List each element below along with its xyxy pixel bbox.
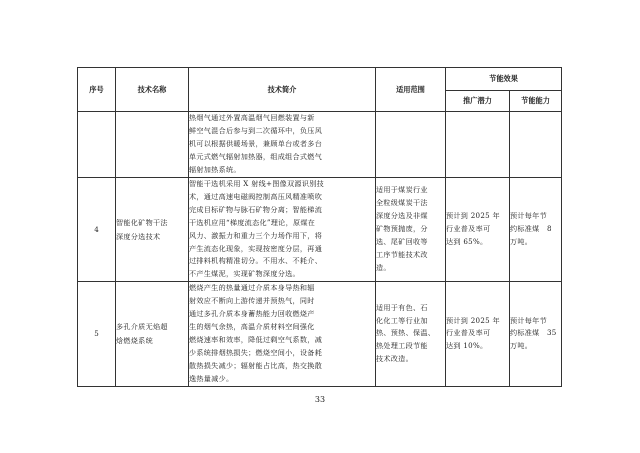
intro-line: 术，通过高速电磁阀控制高压风精准喷吹	[189, 191, 323, 201]
scope-line: 热、预热、保温、	[376, 328, 436, 338]
intro-line: 生的烟气余热，高温介质材料空间强化	[189, 321, 315, 331]
cell-scope	[376, 178, 446, 282]
intro-line: 通过多孔介质本身蓄热能力回收燃烧产	[189, 309, 315, 319]
intro-line: 单元式燃气辐射加热器，组成组合式燃气	[189, 151, 323, 161]
scope-line: 深度分选及非煤	[376, 211, 428, 221]
cell-seq	[78, 112, 116, 178]
cell-intro	[189, 112, 376, 178]
table-row-continuation	[78, 112, 562, 178]
table-row	[78, 282, 562, 386]
potential-line: 达到 10%。	[446, 341, 488, 351]
capacity-line: 预计每年节	[510, 315, 547, 325]
scope-line: 技术改造。	[376, 354, 413, 364]
scope-line: 选、尾矿回收等	[376, 237, 428, 247]
header-intro: 技术简介	[189, 68, 376, 112]
cell-intro	[189, 282, 376, 386]
cell-seq: 5	[78, 282, 116, 386]
cell-potential	[446, 178, 510, 282]
header-potential: 推广潜力	[446, 91, 510, 112]
intro-line: 智能干选机采用 X 射线+图像双源识别技	[189, 179, 325, 188]
cell-name	[116, 178, 189, 282]
scope-line: 适用于有色、石	[376, 302, 428, 312]
header-scope: 适用范围	[376, 68, 446, 112]
intro-line: 逸热量减少。	[189, 373, 234, 383]
scope-line: 造。	[376, 262, 391, 272]
capacity-line: 预计每年节	[510, 211, 547, 221]
capacity-line: 约标准煤 8	[510, 224, 552, 234]
header-effect: 节能效果	[446, 68, 562, 91]
name-line: 智能化矿物干法	[116, 217, 168, 227]
potential-line: 行业普及率可	[446, 224, 491, 234]
potential-line: 预计到 2025 年	[446, 211, 500, 221]
cell-capacity	[510, 112, 562, 178]
cell-scope	[376, 282, 446, 386]
intro-line: 过排料机构精准切分。不用水、不耗介、	[189, 256, 323, 266]
scope-line: 全粒级煤炭干法	[376, 198, 428, 208]
capacity-line: 万吨。	[510, 341, 533, 351]
scope-line: 化化工等行业加	[376, 315, 428, 325]
intro-line: 鲜空气混合后参与到二次循环中，负压风	[189, 126, 323, 136]
intro-line: 燃烧产生的热量通过介质本身导热和辐	[189, 283, 315, 293]
cell-potential	[446, 112, 510, 178]
scope-line: 适用于煤炭行业	[376, 185, 428, 195]
cell-potential	[446, 282, 510, 386]
header-seq: 序号	[78, 68, 116, 112]
capacity-line: 万吨。	[510, 237, 533, 247]
scope-line: 工序节能技术改	[376, 249, 428, 259]
intro-line: 风力、激振力和重力三个力场作用下，将	[189, 230, 323, 240]
cell-capacity	[510, 178, 562, 282]
intro-line: 散热损失减少；辐射能占比高，热交换散	[189, 360, 323, 370]
name-line: 焓燃烧系统	[116, 335, 153, 345]
intro-line: 干选机应用“梯度流态化”理论，原煤在	[189, 217, 316, 227]
header-name: 技术名称	[116, 68, 189, 112]
table-row	[78, 178, 562, 282]
potential-line: 预计到 2025 年	[446, 315, 500, 325]
name-line: 深度分选技术	[116, 231, 161, 241]
intro-line: 产生流态化现象，实现按密度分层，再通	[189, 243, 323, 253]
cell-seq: 4	[78, 178, 116, 282]
technology-table	[77, 67, 562, 387]
intro-line: 完成目标矿物与脉石矿物分离；智能梯流	[189, 204, 323, 214]
header-capacity: 节能能力	[510, 91, 562, 112]
name-line: 多孔介质无焰超	[116, 321, 168, 331]
scope-line: 矿物预抛废，分	[376, 224, 428, 234]
cell-capacity	[510, 282, 562, 386]
cell-scope	[376, 112, 446, 178]
cell-name	[116, 112, 189, 178]
intro-line: 不产生煤泥，实现矿物深度分选。	[189, 269, 300, 279]
intro-line: 少系统排烟热损失；燃烧空间小，设备耗	[189, 347, 323, 357]
cell-name	[116, 282, 189, 386]
intro-line: 燃烧速率和效率，降低过剩空气系数，减	[189, 334, 323, 344]
capacity-line: 约标准煤 35	[510, 328, 557, 338]
intro-line: 射效应不断向上游传递并预热气，同时	[189, 296, 315, 306]
cell-intro	[189, 178, 376, 282]
scope-line: 热处理工段节能	[376, 341, 428, 351]
page-number: 33	[314, 395, 326, 404]
potential-line: 达到 65%。	[446, 237, 488, 247]
intro-line: 热烟气通过外置高温烟气回燃装置与新	[189, 113, 315, 123]
intro-line: 辐射加热系统。	[189, 164, 241, 174]
potential-line: 行业普及率可	[446, 328, 491, 338]
intro-line: 机可以根据供暖场景，兼顾单台或者多台	[189, 139, 323, 149]
